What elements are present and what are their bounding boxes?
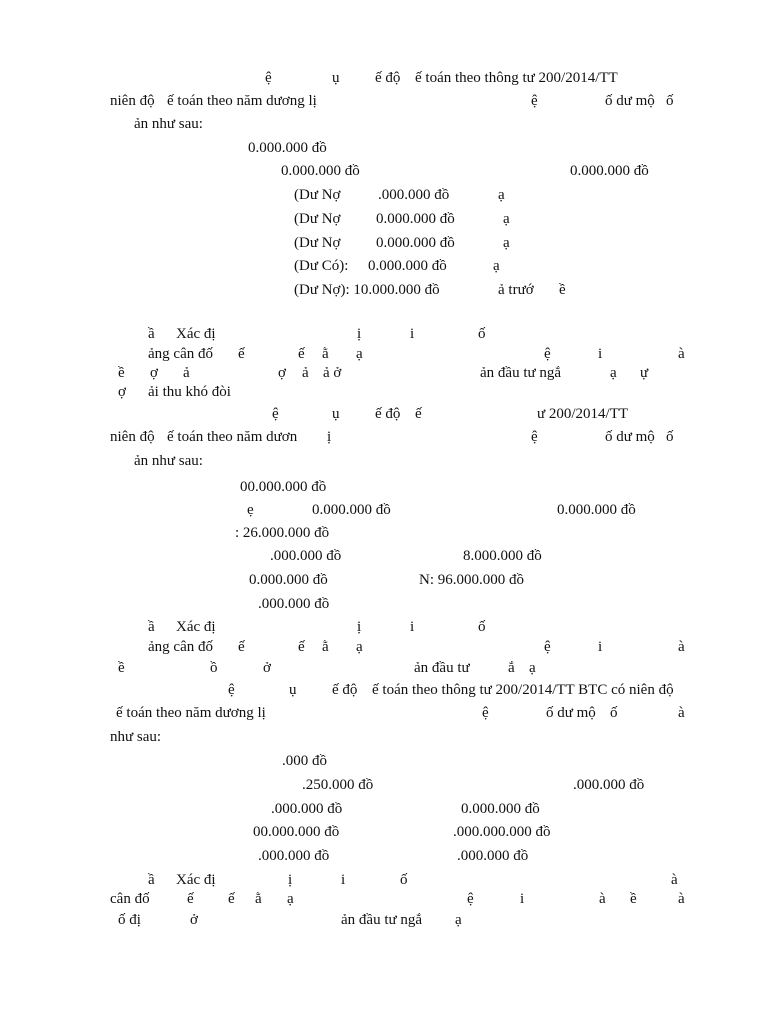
text-fragment: ẹ (247, 502, 254, 518)
text-fragment: ị (288, 872, 293, 888)
text-fragment: ị (357, 619, 362, 635)
text-fragment: như sau: (110, 729, 162, 745)
text-fragment: ế toán theo năm dương lị (167, 93, 317, 109)
text-fragment: .000.000 đồ (258, 848, 330, 864)
text-fragment: ề (559, 282, 566, 298)
text-fragment: ả trướ (498, 282, 534, 298)
text-fragment: Xác đị (176, 619, 216, 635)
text-fragment: 0.000.000 đồ (376, 211, 455, 227)
text-fragment: 0.000.000 đồ (461, 801, 540, 817)
text-fragment: i (520, 891, 525, 907)
text-fragment: ế độ (375, 406, 401, 422)
text-fragment: ạ (503, 211, 510, 227)
text-fragment: ự (640, 365, 649, 381)
text-fragment: ố dư mộ (546, 705, 596, 721)
text-fragment: ở (263, 660, 271, 676)
text-fragment: ệ (228, 682, 235, 698)
text-fragment: (Dư Nợ): 10.000.000 đồ (294, 282, 440, 298)
text-fragment: ệ (544, 639, 551, 655)
text-fragment: ế (187, 891, 194, 907)
text-fragment: ầ (148, 619, 155, 635)
text-fragment: .000 đồ (282, 753, 327, 769)
text-fragment: ệ (265, 70, 272, 86)
text-fragment: ở (190, 912, 198, 928)
text-fragment: ả ở (323, 365, 342, 381)
text-fragment: ệ (482, 705, 489, 721)
text-fragment: i (598, 639, 603, 655)
text-fragment: ế (238, 346, 245, 362)
text-fragment: ề (118, 365, 125, 381)
text-fragment: ệ (272, 406, 279, 422)
text-fragment: ạ (529, 660, 536, 676)
text-fragment: .000.000 đồ (457, 848, 529, 864)
text-fragment: ị (357, 326, 362, 342)
text-fragment: .250.000 đồ (302, 777, 374, 793)
text-fragment: ụ (332, 70, 340, 86)
text-fragment: ằ (255, 891, 262, 907)
text-fragment: 0.000.000 đồ (368, 258, 447, 274)
text-fragment: ả (302, 365, 309, 381)
text-fragment: .000.000.000 đồ (453, 824, 551, 840)
text-fragment: ố (478, 619, 486, 635)
text-fragment: i (341, 872, 346, 888)
text-fragment: 0.000.000 đồ (248, 140, 327, 156)
text-fragment: niên độ (110, 93, 155, 109)
text-fragment: Xác đị (176, 326, 216, 342)
text-fragment: ồ (210, 660, 218, 676)
text-fragment: ản như sau: (134, 116, 203, 132)
text-fragment: ế (238, 639, 245, 655)
text-fragment: ế (298, 346, 305, 362)
text-fragment: ạ (503, 235, 510, 251)
text-fragment: ằ (322, 639, 329, 655)
text-fragment: .000.000 đồ (270, 548, 342, 564)
text-fragment: 0.000.000 đồ (557, 502, 636, 518)
text-fragment: ạ (287, 891, 294, 907)
text-fragment: (Dư Nợ (294, 187, 341, 203)
text-fragment: ế độ (332, 682, 358, 698)
text-fragment: ố dư mộ (605, 429, 655, 445)
text-fragment: ố (400, 872, 408, 888)
text-fragment: .000.000 đồ (573, 777, 645, 793)
text-fragment: ợ (118, 384, 126, 400)
text-fragment: ợ (150, 365, 158, 381)
text-fragment: ố (478, 326, 486, 342)
text-fragment: ế (298, 639, 305, 655)
text-fragment: ạ (356, 639, 363, 655)
text-fragment: ả (183, 365, 190, 381)
text-fragment: (Dư Có): (294, 258, 349, 274)
text-fragment: (Dư Nợ (294, 235, 341, 251)
text-fragment: ạ (493, 258, 500, 274)
text-fragment: à (599, 891, 606, 907)
text-fragment: ầ (148, 326, 155, 342)
text-fragment: 0.000.000 đồ (312, 502, 391, 518)
text-fragment: à (678, 639, 685, 655)
text-fragment: ế toán theo thông tư 200/2014/TT (415, 70, 618, 86)
text-fragment: ế toán theo năm dươn (167, 429, 298, 445)
text-fragment: ế toán theo thông tư 200/2014/TT BTC có niên độ (372, 682, 674, 698)
text-fragment: 8.000.000 đồ (463, 548, 542, 564)
text-fragment: (Dư Nợ (294, 211, 341, 227)
text-fragment: cân đố (110, 891, 150, 907)
text-fragment: : 26.000.000 đồ (235, 525, 330, 541)
text-fragment: à (678, 891, 685, 907)
text-fragment: ắ (508, 660, 515, 676)
text-fragment: i (598, 346, 603, 362)
text-fragment: ố (610, 705, 618, 721)
text-fragment: ế (415, 406, 422, 422)
text-fragment: ề (630, 891, 637, 907)
text-fragment: ải thu khó đòi (148, 384, 231, 400)
text-fragment: 00.000.000 đồ (240, 479, 327, 495)
text-fragment: .000.000 đồ (378, 187, 450, 203)
text-fragment: ế (228, 891, 235, 907)
text-fragment: 0.000.000 đồ (249, 572, 328, 588)
text-fragment: ư 200/2014/TT (537, 406, 629, 422)
text-fragment: ạ (455, 912, 462, 928)
text-fragment: ản đầu tư ngắ (480, 365, 562, 381)
text-fragment: ệ (531, 93, 538, 109)
text-fragment: ảng cân đố (148, 346, 213, 362)
text-fragment: ệ (531, 429, 538, 445)
text-fragment: niên độ (110, 429, 155, 445)
text-fragment: ệ (467, 891, 474, 907)
text-fragment: .000.000 đồ (258, 596, 330, 612)
text-fragment: ạ (356, 346, 363, 362)
text-fragment: 0.000.000 đồ (376, 235, 455, 251)
text-fragment: ị (327, 429, 332, 445)
text-fragment: i (410, 326, 415, 342)
text-fragment: à (678, 346, 685, 362)
text-fragment: ảng cân đố (148, 639, 213, 655)
text-fragment: ế độ (375, 70, 401, 86)
text-fragment: ụ (289, 682, 297, 698)
text-fragment: .000.000 đồ (271, 801, 343, 817)
text-fragment: ạ (498, 187, 505, 203)
text-fragment: ản đầu tư ngắ (341, 912, 423, 928)
text-fragment: ợ (278, 365, 286, 381)
text-fragment: ản đầu tư (414, 660, 470, 676)
text-fragment: ố dư mộ (605, 93, 655, 109)
text-fragment: ầ (148, 872, 155, 888)
text-fragment: ạ (610, 365, 617, 381)
text-fragment: à (671, 872, 678, 888)
text-fragment: N: 96.000.000 đồ (419, 572, 524, 588)
text-fragment: 0.000.000 đồ (570, 163, 649, 179)
text-fragment: ề (118, 660, 125, 676)
text-fragment: à (678, 705, 685, 721)
text-fragment: Xác đị (176, 872, 216, 888)
text-fragment: ố (666, 429, 674, 445)
text-fragment: ụ (332, 406, 340, 422)
text-fragment: ố đị (118, 912, 141, 928)
text-fragment: ế toán theo năm dương lị (116, 705, 266, 721)
text-fragment: ệ (544, 346, 551, 362)
text-fragment: i (410, 619, 415, 635)
text-fragment: 00.000.000 đồ (253, 824, 340, 840)
text-fragment: 0.000.000 đồ (281, 163, 360, 179)
text-fragment: ố (666, 93, 674, 109)
text-fragment: ằ (322, 346, 329, 362)
text-fragment: ản như sau: (134, 453, 203, 469)
